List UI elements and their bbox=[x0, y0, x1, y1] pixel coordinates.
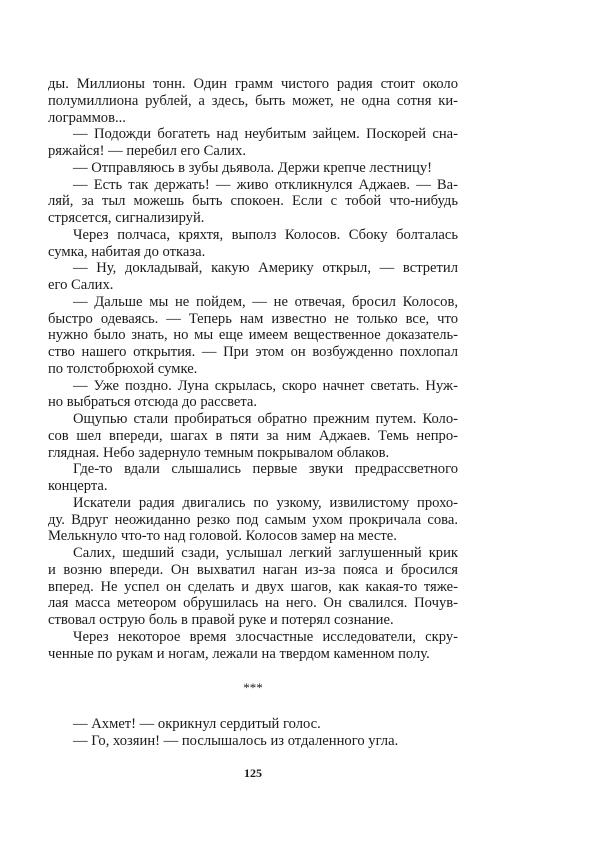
text-line: — Ну, докладывай, какую Америку открыл, — встретил bbox=[73, 260, 458, 277]
text-line: ство нашего открытия. — При этом он возбужденно похлопал bbox=[48, 344, 458, 360]
text-line: ченные по рукам и ногам, лежали на твердом каменном полу. bbox=[48, 645, 430, 662]
text-line: по толстобрюхой сумке. bbox=[48, 360, 198, 377]
section-separator: *** bbox=[243, 680, 263, 695]
text-line: лограммов... bbox=[48, 109, 126, 126]
text-line: — Ахмет! — окрикнул сердитый голос. bbox=[73, 716, 321, 732]
text-line: — Уже поздно. Луна скрылась, скоро начнет светать. Нуж- bbox=[73, 377, 458, 394]
text-line: — Го, хозяин! — послышалось из отдаленного угла. bbox=[73, 732, 399, 749]
text-line: Где-то вдали слышались первые звуки предрассветного bbox=[73, 461, 458, 478]
text-line: Через полчаса, кряхтя, выполз Колосов. Сбоку болталась bbox=[73, 226, 458, 243]
text-line: его Салих. bbox=[48, 277, 114, 293]
text-line: сов шел впереди, шагах в пяти за ним Аджаев. Темь непро- bbox=[48, 427, 458, 444]
text-line: концерта. bbox=[48, 478, 108, 494]
text-line: вперед. Не успел он сделать и двух шагов, как какая-то тяже- bbox=[48, 578, 458, 595]
text-line: Ощупью стали пробираться обратно прежним путем. Коло- bbox=[73, 411, 458, 427]
text-line: быстро одеваясь. — Теперь нам известно не только все, что bbox=[48, 310, 458, 327]
text-line: — Есть так держать! — живо откликнулся Аджаев. — Ва- bbox=[73, 176, 458, 193]
text-line: полумиллиона рублей, а здесь, быть может, не одна сотня ки- bbox=[48, 92, 458, 109]
text-line: ряжайся! — перебил его Салих. bbox=[48, 143, 246, 159]
text-line: стрясется, сигнализируй. bbox=[48, 210, 205, 226]
text-line: глядная. Небо задернуло темным покрывалом облаков. bbox=[48, 444, 390, 461]
text-line: Через некоторое время злосчастные исследователи, скру- bbox=[73, 628, 458, 645]
text-line: и возню впереди. Он выхватил наган из-за пояса и бросился bbox=[48, 561, 458, 578]
text-line: ляй, за тыл можешь быть спокоен. Если с тобой что-нибудь bbox=[48, 193, 458, 210]
text-line: ствовал острую боль в правой руке и потерял сознание. bbox=[48, 612, 394, 628]
text-line: нужно было знать, но мы еще имеем вещественное доказатель- bbox=[48, 327, 458, 344]
text-line: лая масса метеором обрушилась на него. Он свалился. Почув- bbox=[48, 595, 458, 612]
text-line: сумка, набитая до отказа. bbox=[48, 243, 206, 260]
text-line: ды. Миллионы тонн. Один грамм чистого радия стоит около bbox=[48, 76, 458, 92]
text-line: Салих, шедший сзади, услышал легкий заглушенный крик bbox=[73, 545, 458, 561]
page-number: 125 bbox=[244, 766, 262, 780]
text-line: — Дальше мы не пойдем, — не отвечая, бросил Колосов, bbox=[73, 293, 458, 310]
text-line: Искатели радия двигались по узкому, извилистому прохо- bbox=[73, 494, 458, 511]
text-line: но выбраться отсюда до рассвета. bbox=[48, 394, 258, 411]
text-line: Мелькнуло что-то над головой. Колосов замер на месте. bbox=[48, 528, 397, 545]
body-text bbox=[48, 76, 458, 662]
text-line: — Отправляюсь в зубы дьявола. Держи крепче лестницу! bbox=[73, 159, 433, 176]
text-line: ду. Вдруг неожиданно резко под самым ухом прокричала сова. bbox=[48, 511, 458, 528]
body-text-continued bbox=[48, 716, 458, 750]
text-line: — Подожди богатеть над неубитым зайцем. Поскорей сна- bbox=[73, 126, 458, 143]
